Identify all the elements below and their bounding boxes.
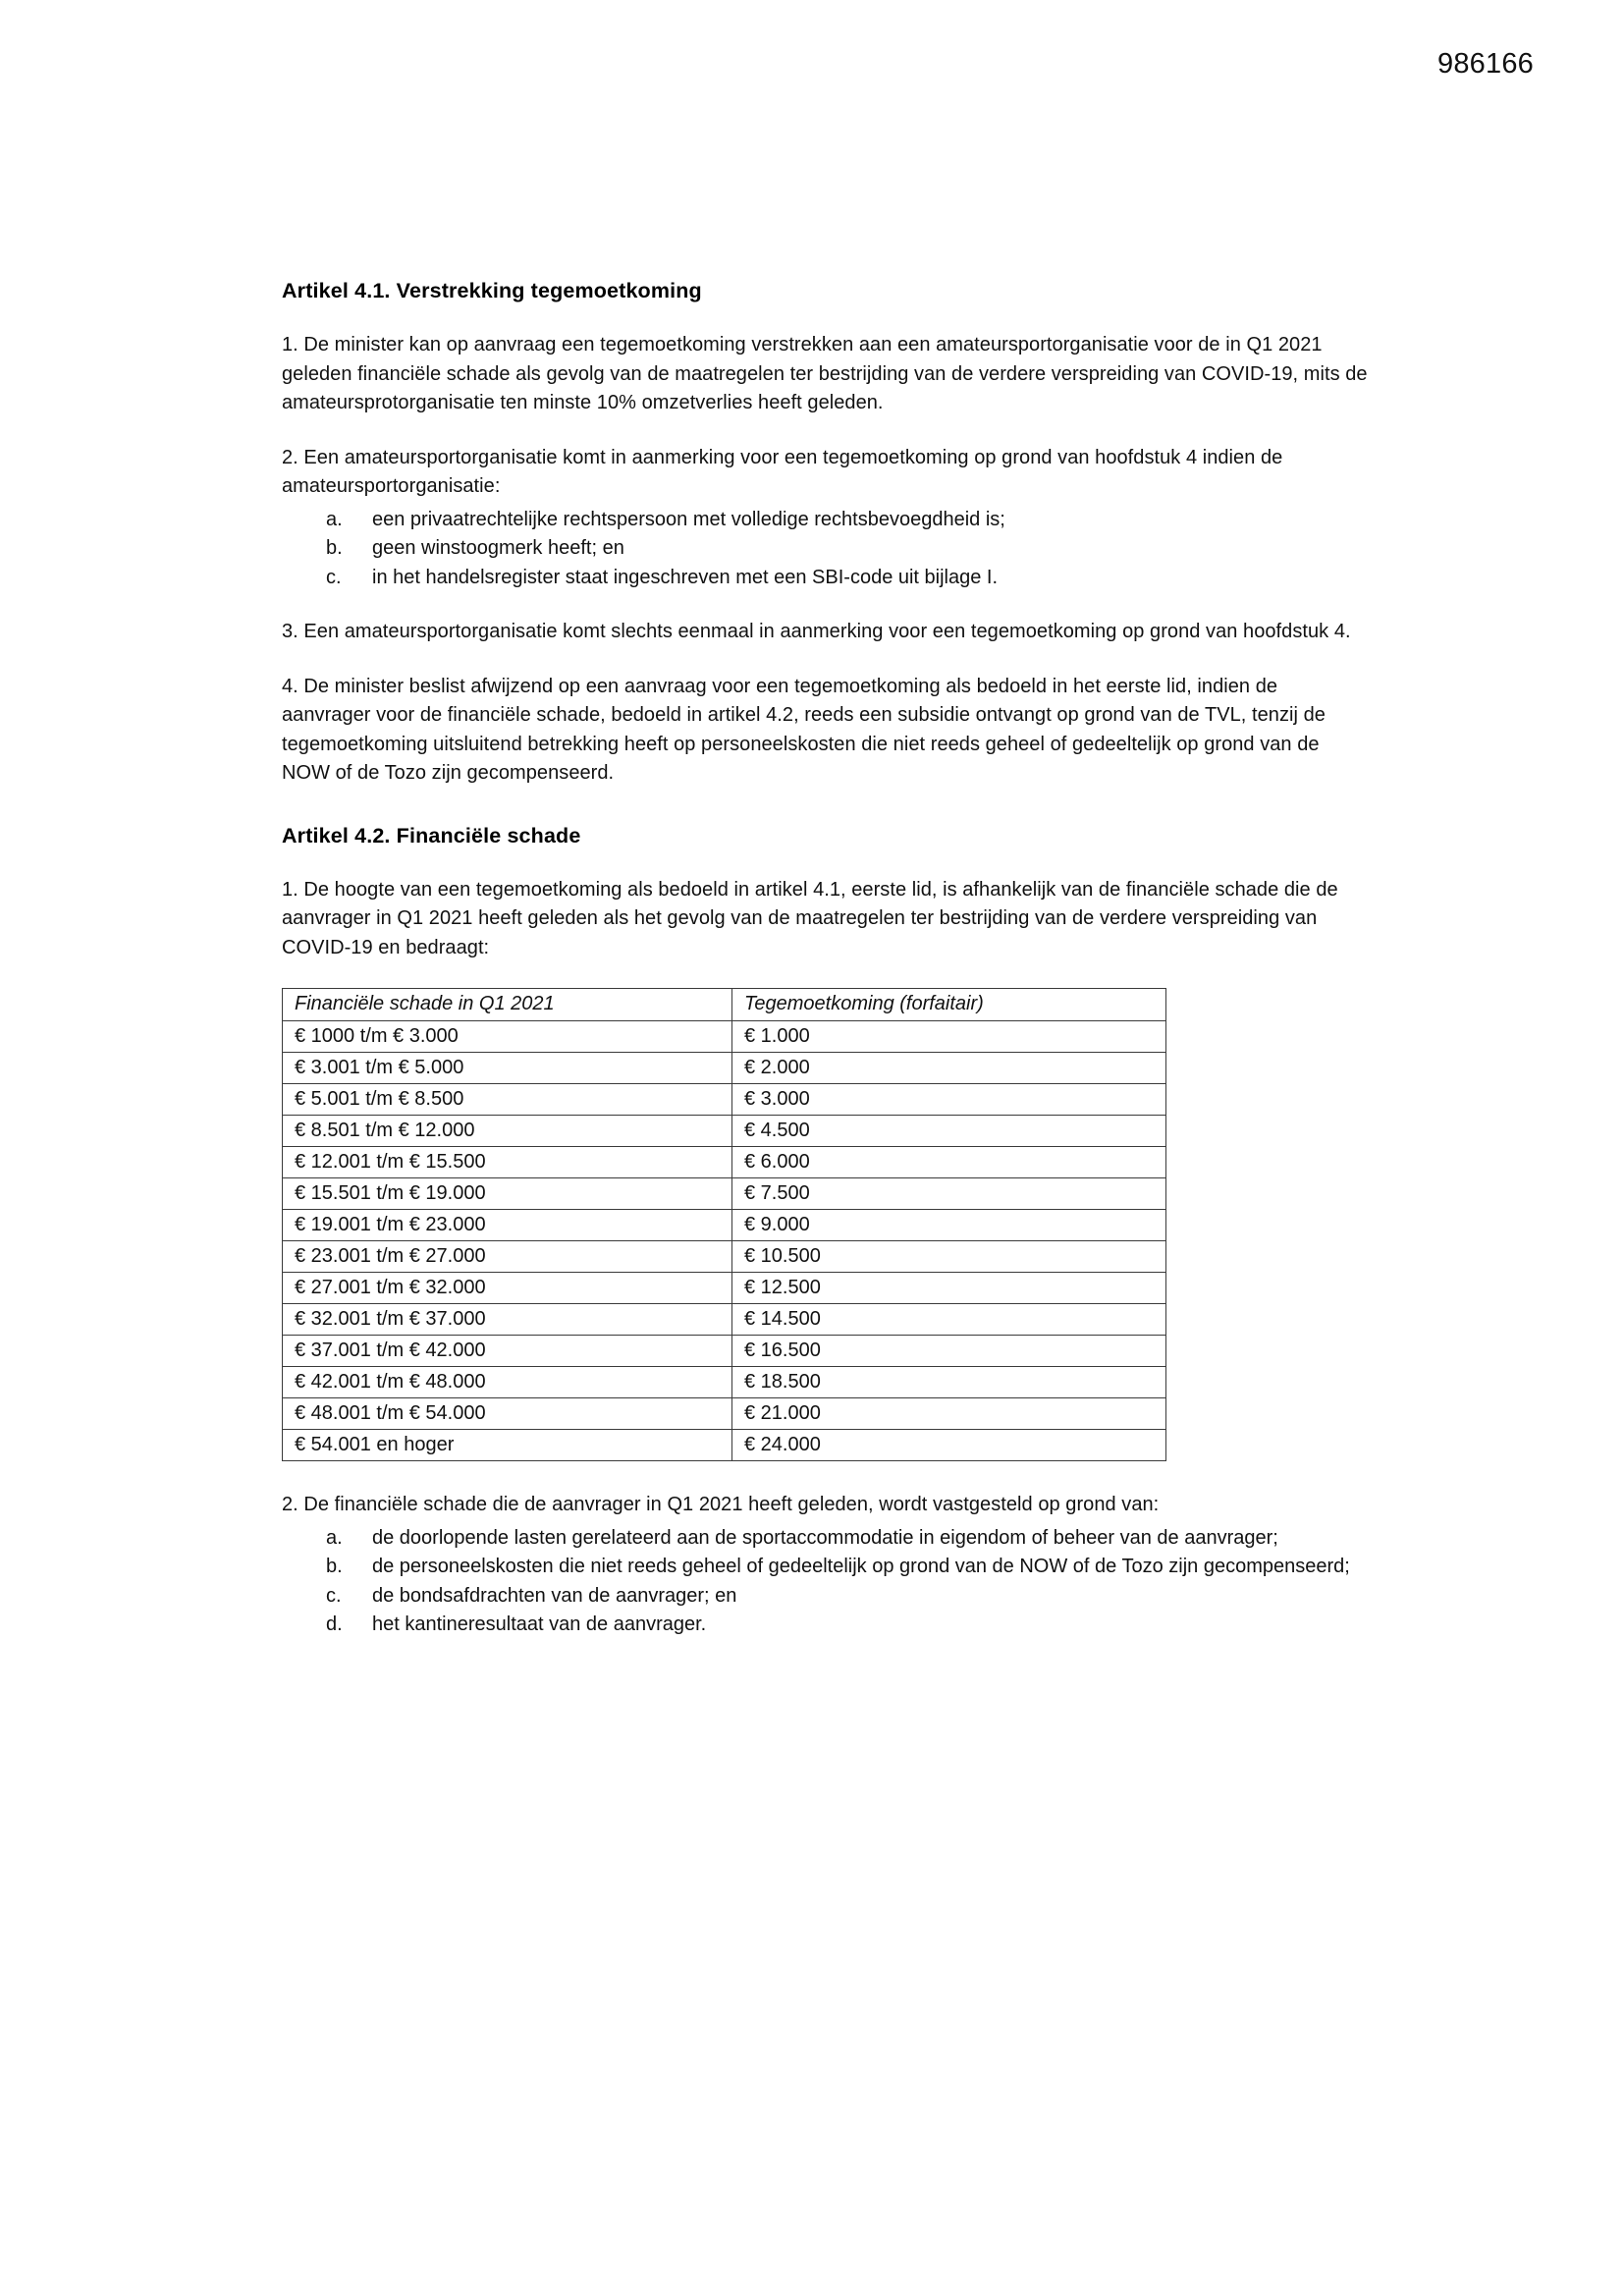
fee-table	[282, 988, 1166, 1461]
cell-schade-range: € 42.001 t/m € 48.000	[283, 1367, 732, 1398]
cell-tegemoetkoming-bedrag: € 24.000	[732, 1430, 1166, 1461]
list-item	[282, 1611, 1372, 1640]
cell-schade-range: € 23.001 t/m € 27.000	[283, 1241, 732, 1273]
list-item	[282, 1582, 1372, 1612]
list-marker: b.	[326, 537, 343, 560]
cell-tegemoetkoming-bedrag: € 18.500	[732, 1367, 1166, 1398]
cell-schade-range: € 3.001 t/m € 5.000	[283, 1053, 732, 1084]
article-4-1-heading: Artikel 4.1. Verstrekking tegemoetkoming	[282, 279, 702, 302]
article-4-1-paragraph-3: 3. Een amateursportorganisatie komt slechts eenmaal in aanmerking voor een tegemoetkoming op grond van hoofdstuk 4.	[282, 621, 1351, 643]
cell-tegemoetkoming-bedrag: € 9.000	[732, 1210, 1166, 1241]
cell-schade-range: € 54.001 en hoger	[283, 1430, 732, 1461]
cell-schade-range: € 12.001 t/m € 15.500	[283, 1147, 732, 1178]
document-body	[282, 277, 1372, 1666]
table-row	[283, 1084, 1166, 1116]
cell-schade-range: € 1000 t/m € 3.000	[283, 1021, 732, 1053]
cell-schade-range: € 27.001 t/m € 32.000	[283, 1273, 732, 1304]
list-item	[282, 1553, 1372, 1582]
cell-tegemoetkoming-bedrag: € 21.000	[732, 1398, 1166, 1430]
list-item-text: het kantineresultaat van de aanvrager.	[372, 1613, 707, 1636]
cell-schade-range: € 32.001 t/m € 37.000	[283, 1304, 732, 1336]
table-row	[283, 1147, 1166, 1178]
table-row	[283, 1367, 1166, 1398]
table-row	[283, 1178, 1166, 1210]
article-4-1-paragraph-1: 1. De minister kan op aanvraag een tegemoetkoming verstrekken aan een amateursportorganisatie voor de in Q1 2021 geleden financiële schade als gevolg van de maatregelen ter bestrijding van de verdere verspreiding van COVID-19, mits de amateursprotorganisatie ten minste 10% omzetverlies heeft geleden.	[282, 334, 1368, 414]
list-item-text: de personeelskosten die niet reeds geheel of gedeeltelijk op grond van de NOW of de Tozo zijn gecompenseerd;	[372, 1556, 1350, 1578]
fee-table-body	[283, 1021, 1166, 1461]
column-header-schade: Financiële schade in Q1 2021	[283, 989, 732, 1021]
table-row	[283, 1430, 1166, 1461]
cell-tegemoetkoming-bedrag: € 2.000	[732, 1053, 1166, 1084]
cell-schade-range: € 5.001 t/m € 8.500	[283, 1084, 732, 1116]
table-row	[283, 1304, 1166, 1336]
cell-schade-range: € 8.501 t/m € 12.000	[283, 1116, 732, 1147]
list-item-text: de doorlopende lasten gerelateerd aan de sportaccommodatie in eigendom of beheer van de aanvrager;	[372, 1526, 1278, 1549]
column-header-tegemoetkoming: Tegemoetkoming (forfaitair)	[732, 989, 1166, 1021]
table-row	[283, 1116, 1166, 1147]
table-row	[283, 1210, 1166, 1241]
list-item	[282, 506, 1372, 535]
table-header-row	[283, 989, 1166, 1021]
article-4-2-heading: Artikel 4.2. Financiële schade	[282, 823, 581, 847]
table-row	[283, 1053, 1166, 1084]
cell-tegemoetkoming-bedrag: € 14.500	[732, 1304, 1166, 1336]
cell-tegemoetkoming-bedrag: € 1.000	[732, 1021, 1166, 1053]
cell-schade-range: € 48.001 t/m € 54.000	[283, 1398, 732, 1430]
cell-tegemoetkoming-bedrag: € 3.000	[732, 1084, 1166, 1116]
list-marker: a.	[326, 1526, 343, 1549]
list-item	[282, 1524, 1372, 1554]
article-4-1-paragraph-4: 4. De minister beslist afwijzend op een aanvraag voor een tegemoetkoming als bedoeld in het eerste lid, indien de aanvrager voor de financiële schade, bedoeld in artikel 4.2, reeds een subsidie ontvangt op grond van de TVL, tenzij de tegemoetkoming uitsluitend betrekking heeft op personeelskosten die niet reeds geheel of gedeeltelijk op grond van de NOW of de Tozo zijn gecompenseerd.	[282, 675, 1326, 785]
article-4-1-paragraph-2: 2. Een amateursportorganisatie komt in aanmerking voor een tegemoetkoming op grond van hoofdstuk 4 indien de amateursportorganisatie:	[282, 446, 1283, 498]
cell-schade-range: € 37.001 t/m € 42.000	[283, 1336, 732, 1367]
list-item-text: in het handelsregister staat ingeschreven met een SBI-code uit bijlage I.	[372, 566, 999, 588]
cell-tegemoetkoming-bedrag: € 10.500	[732, 1241, 1166, 1273]
cell-schade-range: € 15.501 t/m € 19.000	[283, 1178, 732, 1210]
list-item-text: de bondsafdrachten van de aanvrager; en	[372, 1584, 737, 1607]
list-item	[282, 534, 1372, 564]
cell-tegemoetkoming-bedrag: € 7.500	[732, 1178, 1166, 1210]
article-4-1-conditions-list	[282, 506, 1372, 593]
table-row	[283, 1021, 1166, 1053]
cell-schade-range: € 19.001 t/m € 23.000	[283, 1210, 732, 1241]
cell-tegemoetkoming-bedrag: € 16.500	[732, 1336, 1166, 1367]
article-4-2-paragraph-2: 2. De financiële schade die de aanvrager in Q1 2021 heeft geleden, wordt vastgesteld op grond van:	[282, 1494, 1160, 1516]
list-item-text: een privaatrechtelijke rechtspersoon met volledige rechtsbevoegdheid is;	[372, 508, 1005, 530]
list-marker: c.	[326, 566, 342, 588]
list-marker: c.	[326, 1584, 342, 1607]
table-row	[283, 1241, 1166, 1273]
article-4-2-paragraph-1: 1. De hoogte van een tegemoetkoming als bedoeld in artikel 4.1, eerste lid, is afhankelijk van de financiële schade die de aanvrager in Q1 2021 heeft geleden als het gevolg van de maatregelen ter bestrijding van de verdere verspreiding van COVID-19 en bedraagt:	[282, 878, 1338, 958]
article-4-2-components-list	[282, 1524, 1372, 1640]
table-row	[283, 1398, 1166, 1430]
list-marker: d.	[326, 1613, 343, 1636]
list-item-text: geen winstoogmerk heeft; en	[372, 537, 624, 560]
fee-table-head	[283, 989, 1166, 1021]
list-item	[282, 564, 1372, 593]
cell-tegemoetkoming-bedrag: € 12.500	[732, 1273, 1166, 1304]
list-marker: a.	[326, 508, 343, 530]
list-marker: b.	[326, 1556, 343, 1578]
table-row	[283, 1336, 1166, 1367]
table-row	[283, 1273, 1166, 1304]
page-header-number: 986166	[1437, 48, 1534, 80]
cell-tegemoetkoming-bedrag: € 6.000	[732, 1147, 1166, 1178]
cell-tegemoetkoming-bedrag: € 4.500	[732, 1116, 1166, 1147]
fee-table-container	[282, 988, 1372, 1461]
